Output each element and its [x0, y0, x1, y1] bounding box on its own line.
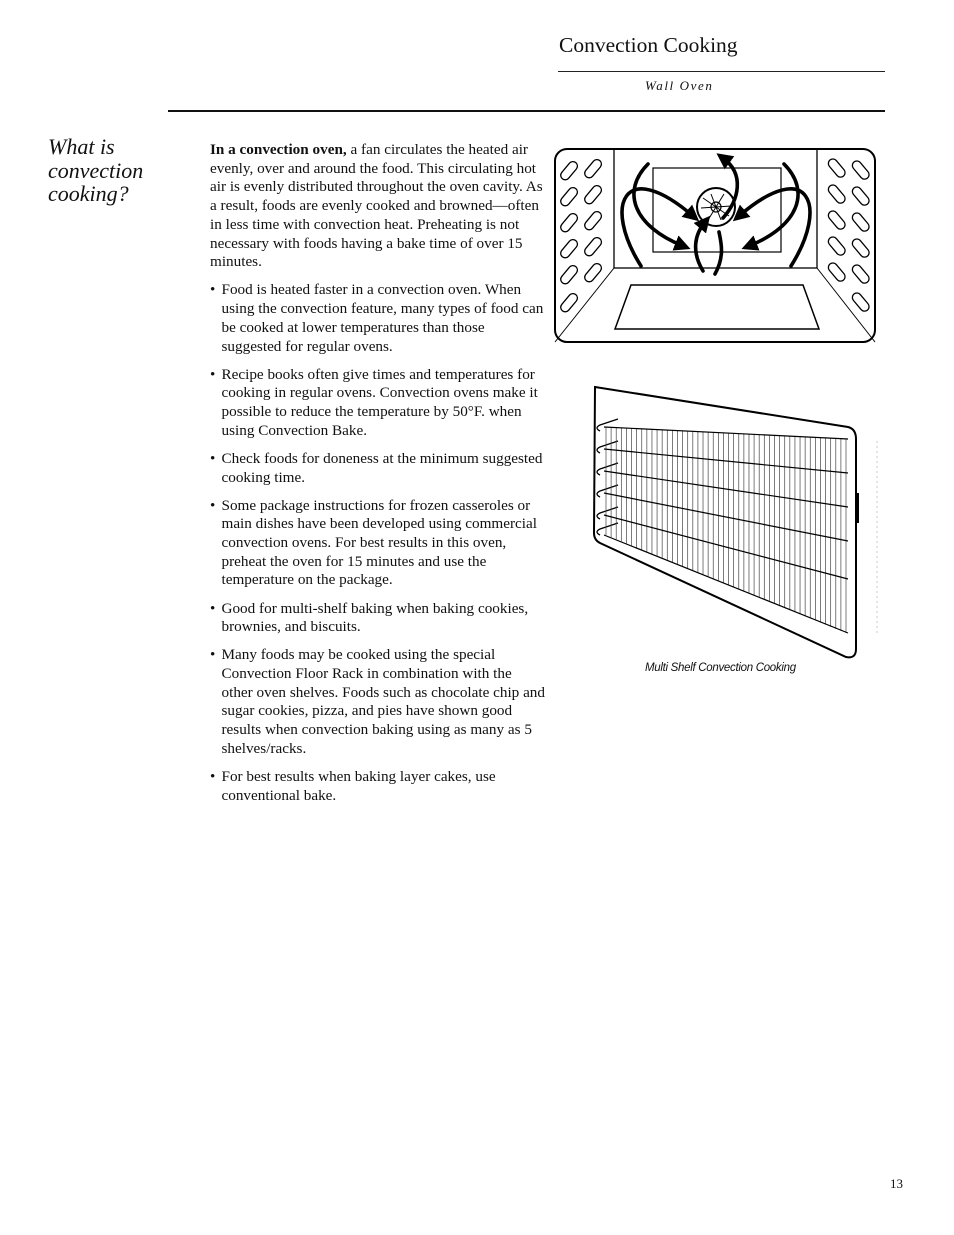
page-subtitle: Wall Oven	[645, 78, 714, 93]
figure-caption: Multi Shelf Convection Cooking	[645, 662, 796, 674]
page-number: 13	[890, 1176, 903, 1191]
bullet-icon: •	[210, 767, 216, 785]
header-divider	[558, 71, 885, 72]
list-item-text: For best results when baking layer cakes, use conventional bake.	[221, 767, 496, 804]
list-item	[210, 646, 546, 758]
bullet-icon: •	[210, 365, 216, 383]
oven-multi-shelf-racks-illustration	[590, 383, 880, 663]
oven-convection-airflow-illustration	[553, 146, 877, 346]
list-item	[210, 366, 546, 441]
list-item	[210, 450, 546, 487]
list-item-text: Many foods may be cooked using the special Convection Floor Rack in combination with the other oven shelves. Foods such as chocolate chip and sugar cookies, pizza, and pies have shown good results when convection baking using as many as 5 shelves/racks.	[221, 646, 545, 757]
section-heading: What is convection cooking?	[48, 134, 144, 206]
bullet-icon: •	[210, 281, 216, 299]
main-divider	[168, 110, 885, 112]
bullet-icon: •	[210, 646, 216, 664]
page-section-title: Convection Cooking	[559, 33, 738, 57]
bullet-icon: •	[210, 599, 216, 617]
intro-bold-lead: In a convection oven,	[210, 141, 347, 158]
list-item-text: Good for multi-shelf baking when baking cookies, brownies, and biscuits.	[221, 599, 529, 636]
list-item	[210, 281, 546, 356]
list-item	[210, 497, 546, 591]
list-item-text: Some package instructions for frozen casseroles or main dishes have been developed using commercial convection ovens. For best results in this oven, preheat the oven for 15 minutes and use the temperature on the package.	[221, 496, 537, 589]
list-item	[210, 768, 546, 805]
intro-paragraph	[210, 141, 546, 272]
bullet-icon: •	[210, 496, 216, 514]
intro-text: a fan circulates the heated air evenly, over and around the food. This circulating hot air is evenly distributed throughout the oven cavity. As a result, foods are evenly cooked and browned—often in less time with convection heat. Preheating is not necessary with foods having a bake time of over 15 minutes.	[210, 141, 543, 271]
bullet-icon: •	[210, 449, 216, 467]
list-item-text: Check foods for doneness at the minimum suggested cooking time.	[221, 449, 543, 486]
list-item-text: Food is heated faster in a convection oven. When using the convection feature, many types of food can be cooked at lower temperatures than those suggested for regular ovens.	[221, 281, 544, 355]
list-item	[210, 600, 546, 637]
list-item-text: Recipe books often give times and temperatures for cooking in regular ovens. Convection ovens make it possible to reduce the temperature by 50°F. when using Convection Bake.	[221, 365, 538, 439]
body-text	[210, 141, 546, 815]
